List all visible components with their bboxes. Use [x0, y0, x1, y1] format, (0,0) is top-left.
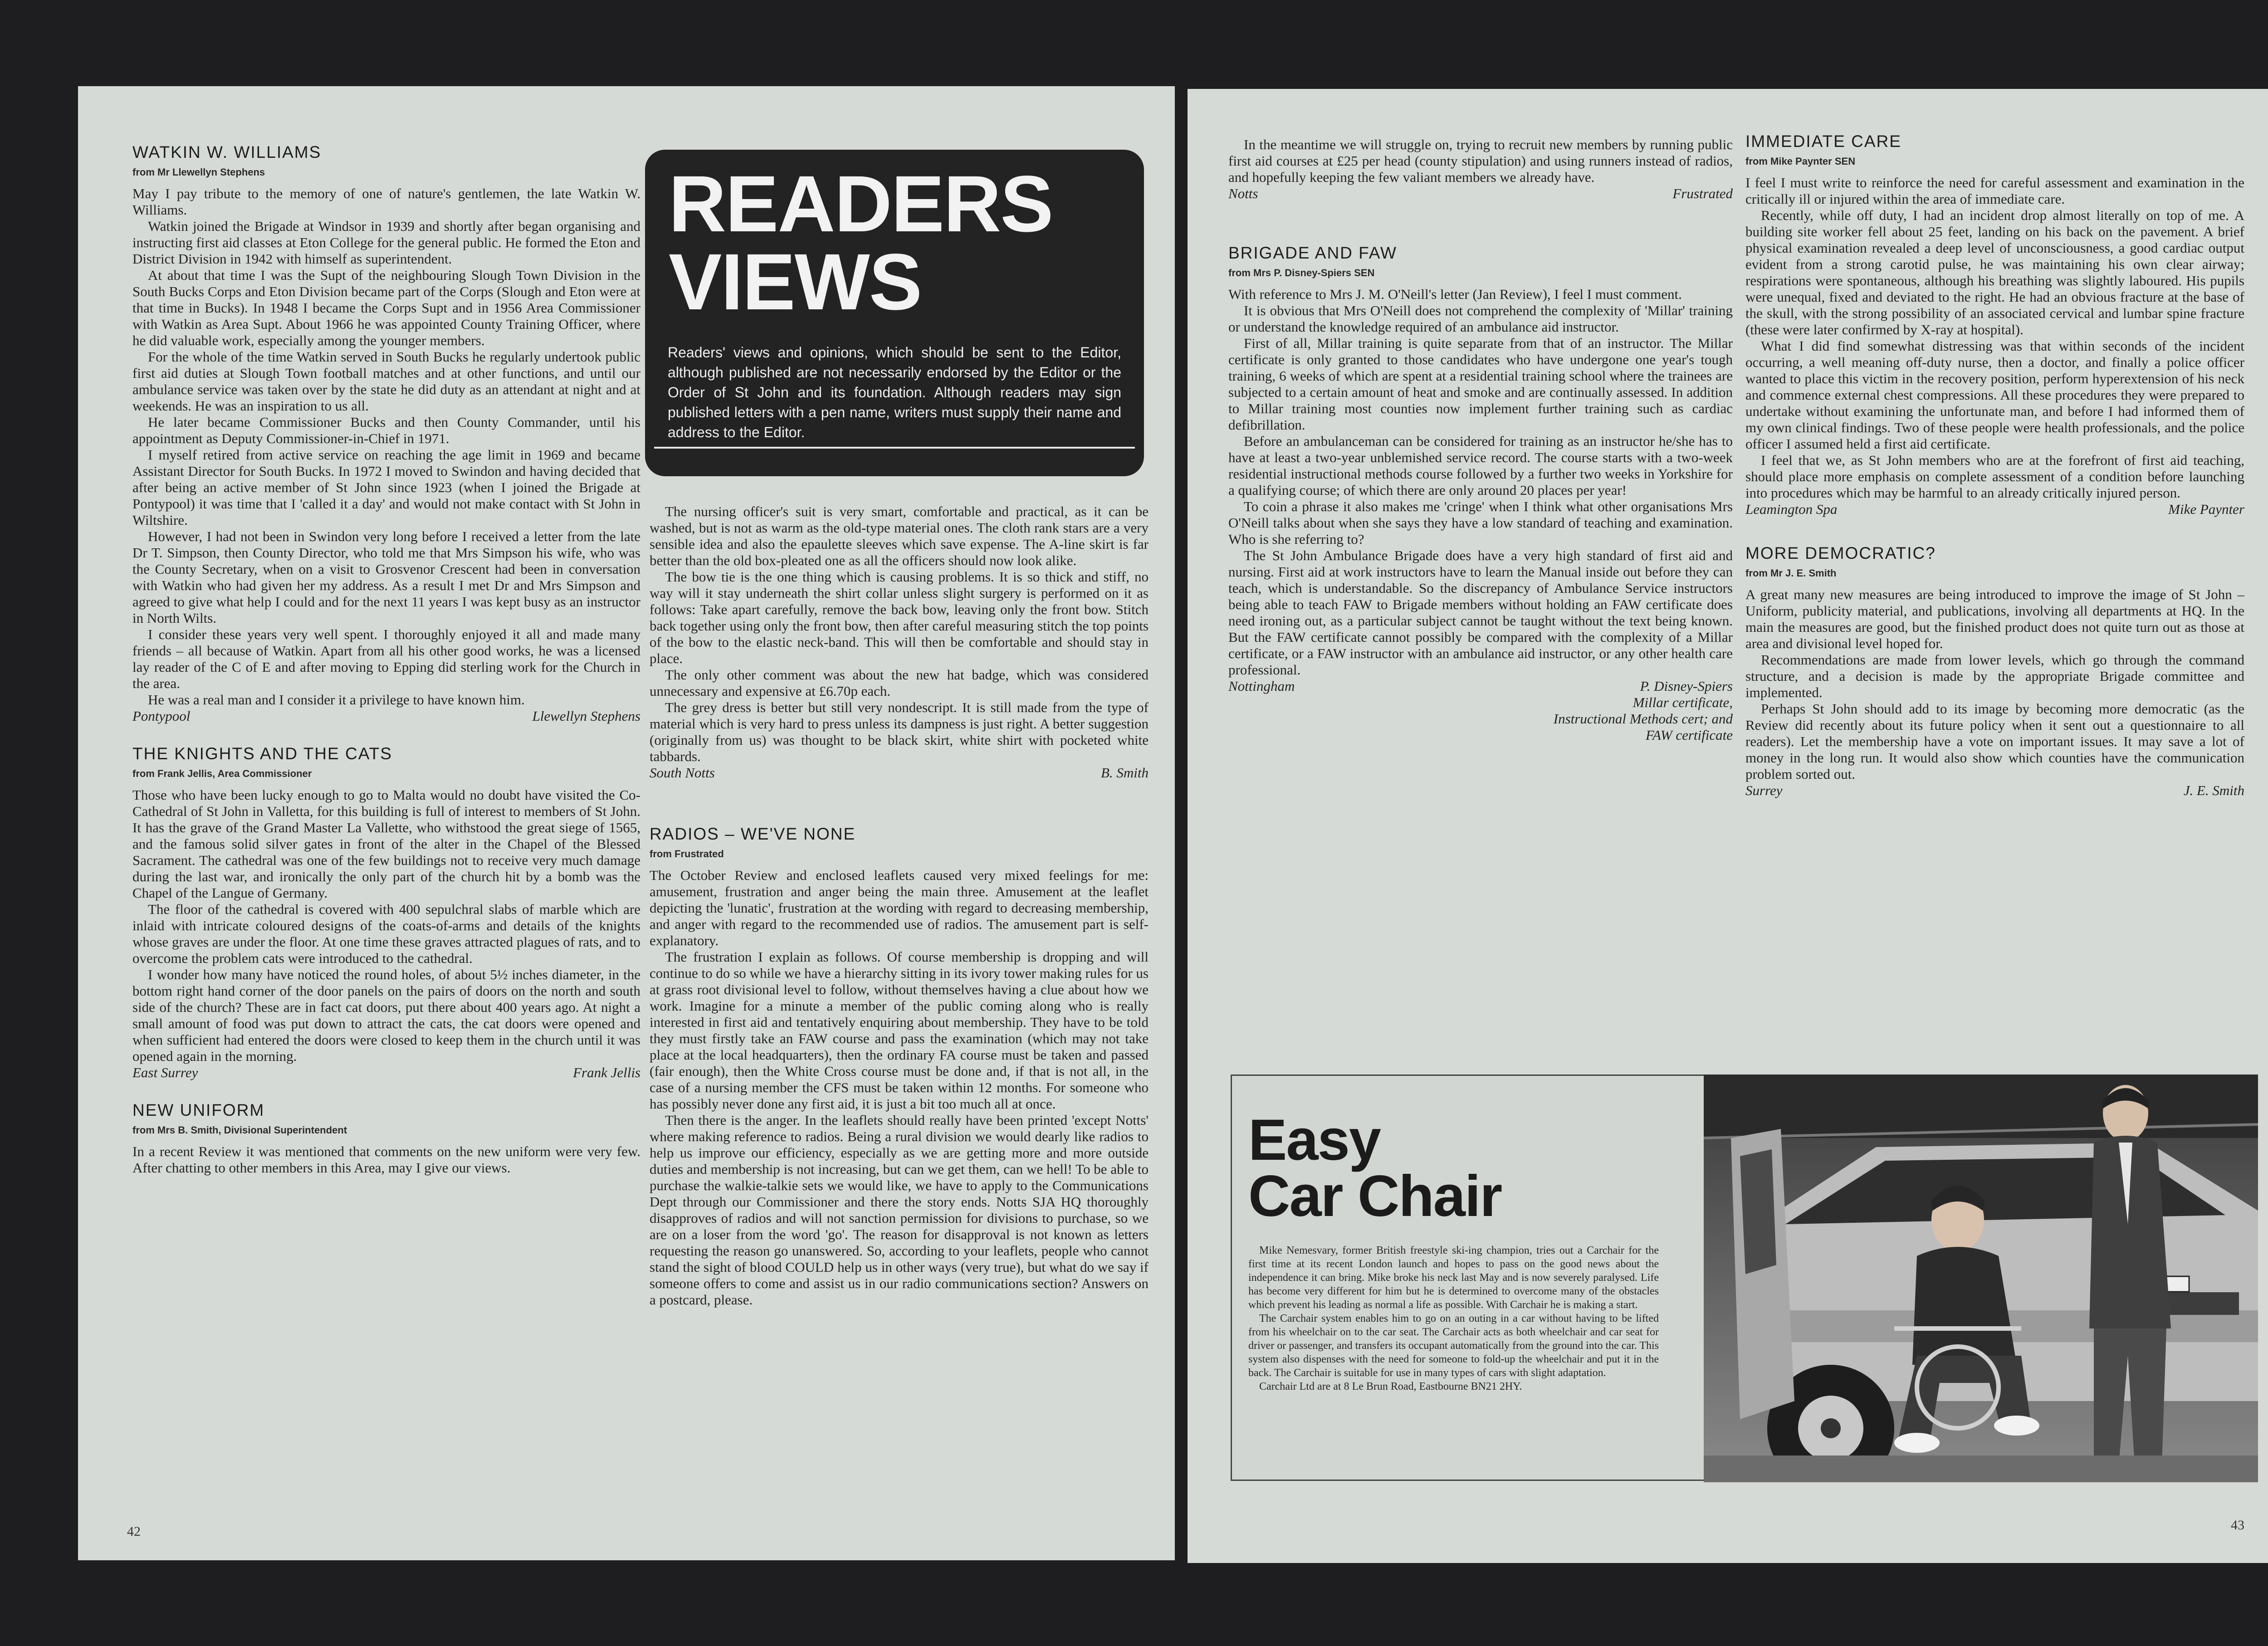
signature-qualification: FAW certificate	[1646, 727, 1733, 743]
letter-paragraph: In the meantime we will struggle on, trying to recruit new members by running public first aid courses at £25 per head (county stipulation) and using runners instead of radios, and hopefully keeping the few valiant members we already have.	[1228, 137, 1733, 185]
letter-byline: from Mr J. E. Smith	[1745, 567, 1837, 579]
banner-title-line: READERS	[669, 160, 1053, 249]
signature-name: Mike Paynter	[2168, 501, 2244, 517]
banner-text: Readers' views and opinions, which should be sent to the Editor, although published are not necessarily endorsed by the Editor or the Order of St John and its foundation. Although readers may sign published letters with a pen name, writers must supply their name and address to the Editor.	[668, 344, 1121, 440]
signature-name: B. Smith	[1100, 765, 1149, 781]
letter-paragraph: To coin a phrase it also makes me 'cringe' when I think what other organisations Mrs O'Neill talks about when she says they have a low standard of teaching and examination. Who is she referring to?	[1228, 498, 1733, 547]
letter-paragraph: At about that time I was the Supt of the neighbouring Slough Town Division in the South Bucks Corps and Eton Division became part of the Corps (Slough and Eton were at that time in Bucks). In 1948 I became the Corps Supt and in 1956 Area Commissioner with Watkin as Area Supt. About 1966 he was appointed County Training Officer, where he did valuable work, especially among the younger members.	[132, 267, 640, 348]
letter-byline: from Mr Llewellyn Stephens	[132, 166, 265, 178]
letter-paragraph: He was a real man and I consider it a privilege to have known him.	[148, 692, 525, 708]
feature-paragraph: The Carchair system enables him to go on an outing in a car without having to be lifted from his wheelchair on to the car seat. The Carchair acts as both wheelchair and car seat for driver or passenger, and transfers its occupant automatically from the ground into the car. This system also dispenses with the need for someone to fold-up the wheelchair and put it in the back. The Carchair is suitable for use in many types of cars with slight adaptation.	[1248, 1313, 1659, 1379]
letter-heading: NEW UNIFORM	[132, 1101, 265, 1119]
right-column-2	[1745, 132, 2244, 1064]
letter-paragraph: The floor of the cathedral is covered with 400 sepulchral slabs of marble which are inlaid with intricate coloured designs of the coats-of-arms and details of the knights whose graves are under the floor. At one time these graves attracted plagues of rats, and to overcome the problem cats were introduced to the cathedral.	[132, 901, 640, 966]
right-page	[1188, 89, 2268, 1563]
letter-paragraph: The nursing officer's suit is very smart, comfortable and practical, as it can be washed, but is not as warm as the old-type material ones. The cloth rank stars are a very sensible idea and also the epaulette sleeves which save expense. The A-line skirt is far better than the old box-pleated one as all the officers should now look alike.	[650, 503, 1149, 568]
signature-place: Surrey	[1745, 782, 1783, 798]
page-number: 42	[127, 1524, 141, 1539]
letter-signature	[1745, 782, 2244, 799]
letter-paragraph: What I did find somewhat distressing was that within seconds of the incident occurring, a well meaning off-duty nurse, then a doctor, and finally a police officer wanted to place this victim in the recovery position, perform hyperextension of his neck and commence external chest compressions. All these procedures they were prepared to undertake without examining the unfortunate man, and before I had informed them of my own clinical findings. Two of these people were health professionals, and the police officer I assumed held a first aid certificate.	[1745, 338, 2244, 452]
letter-paragraph: I wonder how many have noticed the round holes, of about 5½ inches diameter, in the bottom right hand corner of the door panels on the pairs of doors on the north and south side of the church? These are in fact cat doors, put there about 400 years ago. At night a small amount of food was put down to attract the cats, the cat doors were opened and when sufficient had entered the doors were closed to keep them in the church until it was opened again in the morning.	[132, 967, 640, 1064]
letter-paragraph: In a recent Review it was mentioned that comments on the new uniform were very few. After chatting to other members in this Area, may I give our views.	[132, 1143, 640, 1176]
letter-paragraph: Watkin joined the Brigade at Windsor in 1939 and shortly after began organising and instructing first aid classes at Eton College for the general public. He formed the Eton and District Division in 1942 with himself as superintendent.	[132, 218, 640, 267]
signature-place: Notts	[1228, 186, 1258, 201]
left-column-2	[650, 503, 1149, 1508]
letter-heading: THE KNIGHTS AND THE CATS	[132, 744, 392, 763]
letter-paragraph: I feel I must write to reinforce the need for careful assessment and examination in the critically ill or injured within the area of immediate care.	[1745, 175, 2244, 207]
letter-paragraph: However, I had not been in Swindon very long before I received a letter from the late Dr T. Simpson, then County Director, who told me that Mrs Simpson his wife, who was the County Secretary, when on a visit to Grosvenor Crescent had been in conversation with Watkin who had given her my address. As a result I met Dr and Mrs Simpson and agreed to give what help I could and for the next 11 years I was kept busy as an instructor in North Wilts.	[132, 528, 640, 626]
feature-text	[1248, 1244, 1659, 1393]
letter-paragraph: He later became Commissioner Bucks and then County Commander, until his appointment as Deputy Commissioner-in-Chief in 1971.	[132, 414, 640, 446]
letter-paragraph: Recently, while off duty, I had an incident drop almost literally on top of me. A building site worker fell about 25 feet, landing on his back on the pavement. A brief physical examination revealed a deep level of unconsciousness, a good cardiac output evident from a strong carotid pulse, he was maintaining his own clear airway; respirations were spontaneous, although his breathing was slightly laboured. His pupils were unequal, fixed and deviated to the right. He had an obvious fracture at the base of the skull, with the strong possibility of an associated cervical and lumbar spine fracture (these were later confirmed by X-ray at hospital).	[1745, 207, 2244, 337]
right-column-1	[1228, 137, 1733, 1064]
letter-paragraph: Before an ambulanceman can be considered for training as an instructor he/she has to have at least a two-year unblemished service record. The course starts with a two-week residential instructional methods course followed by a further two weeks in Yorkshire for a qualifying course; of which there are only around 20 places per year!	[1228, 433, 1733, 498]
letter-paragraph: The grey dress is better but still very nondescript. It is still made from the type of material which is very hard to press unless its dampness is just right. A better suggestion (originally from us) was thought to be black skirt, white shirt with pocketed white tabbards.	[650, 699, 1149, 764]
banner-title	[669, 160, 1053, 327]
letter-byline: from Mrs P. Disney-Spiers SEN	[1228, 267, 1375, 278]
letter-byline: from Mike Paynter SEN	[1745, 156, 1856, 167]
letter-paragraph: I consider these years very well spent. I thoroughly enjoyed it all and made many friends – all because of Watkin. Apart from all his other good works, he was a licensed lay reader of the C of E and after moving to Epping did sterling work for the Church in the area.	[132, 626, 640, 691]
letter-paragraph: First of all, Millar training is quite separate from that of an instructor. The Millar certificate is only granted to those candidates who have undergone one year's tough training, 6 weeks of which are spent at a residential training school where the trainees are subjected to a certain amount of heat and smoke and are continually assessed. In addition to Millar training most counties now implement further training such as cardiac defibrillation.	[1228, 335, 1733, 433]
letter-signature	[132, 708, 640, 724]
letter-paragraph: The only other comment was about the new hat badge, which was considered unnecessary and expensive at £6.70p each.	[650, 667, 1149, 699]
letter-paragraph: Those who have been lucky enough to go to Malta would no doubt have visited the Co-Cathedral of St John in Valletta, for this building is full of interest to members of St John. It has the grave of the Grand Master La Vallette, who withstood the great siege of 1565, and the famous solid silver gates in front of the alter in the Chapel of the Blessed Sacrament. The cathedral was one of the few buildings not to receive very much damage during the last war, and ironically the only part of the church hit by a bomb was the Chapel of the Langue of Germany.	[132, 787, 640, 901]
feature-title	[1248, 1108, 1502, 1229]
letter-paragraph: With reference to Mrs J. M. O'Neill's letter (Jan Review), I feel I must comment.	[1228, 286, 1682, 302]
letter-paragraph: I feel that we, as St John members who are at the forefront of first aid teaching, should place more emphasis on complete assessment of a condition before launching into procedures which may be harmful to an already critically injured person.	[1745, 452, 2244, 501]
letter-byline: from Frustrated	[650, 848, 724, 860]
car-chair-photo-illustration	[1704, 1075, 2258, 1482]
letter-signature	[1745, 501, 2244, 518]
letter-signature	[650, 765, 1149, 781]
letter-paragraph: Then there is the anger. In the leaflets should really have been printed 'except Notts' where making reference to radios. Being a rural division we would dearly like radios to help us improve our efficiency, especially as we are getting more and more outside duties and membership is not increasing, but can we get them, can we hell! To be able to purchase the walkie-talkie sets we would like, we have to apply to the Communications Dept through our Commissioner and there the story ends. Notts SJA HQ thoroughly disapproves of radios and will not sanction permission for divisions to purchase, so we are on a loser from the word 'go'. The reason for disapproval is not known as letters requesting the reason go unanswered. So, according to your leaflets, people who cannot stand the sight of blood COULD help us in other ways (very true), but what do we say if someone offers to come and assist us in our radio communications section? Answers on a postcard, please.	[650, 1112, 1149, 1308]
letter-paragraph: May I pay tribute to the memory of one of nature's gentlemen, the late Watkin W. Williams.	[132, 186, 640, 218]
letter-signature	[1228, 678, 1733, 694]
page-number: 43	[2231, 1518, 2244, 1533]
letter-paragraph: For the whole of the time Watkin served in South Bucks he regularly undertook public first aid duties at Slough Town football matches and at other functions, and until our ambulance service was taken over by the state he did duty as an attendant at night and at weekends. He was an inspiration to us all.	[132, 349, 640, 414]
left-page	[78, 86, 1175, 1560]
left-column-1	[132, 143, 640, 1508]
car-chair-photo	[1704, 1075, 2258, 1482]
signature-name: P. Disney-Spiers	[1640, 678, 1733, 694]
signature-place: South Notts	[650, 765, 715, 781]
letter-heading: IMMEDIATE CARE	[1745, 132, 1901, 151]
readers-views-banner	[645, 150, 1144, 476]
letter-paragraph: The October Review and enclosed leaflets caused very mixed feelings for me: amusement, frustration and anger being the main three. Amusement at the leaflet depicting the 'lunatic', frustration at the wording with regard to decreasing membership, and anger with regard to the recommended use of radios. The amusement part is self-explanatory.	[650, 867, 1149, 948]
signature-place: Nottingham	[1228, 678, 1295, 694]
car-chair-feature	[1231, 1075, 2255, 1481]
signature-name: Frustrated	[1672, 186, 1733, 201]
letter-heading: MORE DEMOCRATIC?	[1745, 544, 1936, 562]
letter-byline: from Mrs B. Smith, Divisional Superintendent	[132, 1124, 347, 1136]
signature-name: Frank Jellis	[573, 1065, 640, 1080]
letter-paragraph: Recommendations are made from lower levels, which go through the command structure, and a decision is made by the appropriate Brigade committee and implemented.	[1745, 652, 2244, 700]
letter-heading: RADIOS – WE'VE NONE	[650, 825, 856, 843]
letter-signature	[132, 1065, 640, 1081]
signature-place: Leamington Spa	[1745, 501, 1838, 517]
feature-paragraph: Mike Nemesvary, former British freestyle ski-ing champion, tries out a Carchair for the first time at its recent London launch and hopes to pass on the good news about the independence it can bring. Mike broke his neck last May and is now severely paralysed. Life has become very different for him but he is determined to overcome many of the obstacles which prevent his leading as normal a life as possible. With Carchair he is making a start.	[1248, 1245, 1659, 1311]
signature-place: East Surrey	[132, 1065, 198, 1080]
signature-qualification: Millar certificate,	[1633, 694, 1733, 710]
letter-byline: from Frank Jellis, Area Commissioner	[132, 768, 312, 779]
letter-paragraph: The St John Ambulance Brigade does have a very high standard of first aid and nursing. First aid at work instructors have to learn the Manual inside out before they can teach, which is understandable. So the discrepancy of Ambulance Service instructors being able to teach FAW to Brigade members without holding an FAW certificate does need ironing out, as a particular subject cannot be taught without the text being known. But the FAW certificate cannot possibly be compared with the complexity of a Millar certificate, or a FAW instructor with an ambulance aid instructor, or any other health care professional.	[1228, 547, 1733, 678]
banner-title-line: VIEWS	[669, 238, 922, 327]
letter-paragraph: Perhaps St John should add to its image by becoming more democratic (as the Review did recently about its future policy when it sent out a questionnaire to all readers). Let the membership have a vote on important issues. It may save a lot of money in the long run. It would also show which counties have the communication problem sorted out.	[1745, 701, 2244, 782]
letter-paragraph: It is obvious that Mrs O'Neill does not comprehend the complexity of 'Millar' training or understand the knowledge required of an ambulance aid instructor.	[1228, 303, 1733, 335]
feature-paragraph: Carchair Ltd are at 8 Le Brun Road, Eastbourne BN21 2HY.	[1259, 1381, 1522, 1392]
letter-signature	[1228, 186, 1733, 202]
feature-title-line: Car Chair	[1248, 1164, 1502, 1229]
signature-qualification: Instructional Methods cert; and	[1553, 711, 1733, 727]
letter-heading: WATKIN W. WILLIAMS	[132, 143, 322, 161]
signature-name: Llewellyn Stephens	[532, 708, 640, 724]
signature-name: J. E. Smith	[2183, 782, 2244, 798]
letter-heading: BRIGADE AND FAW	[1228, 244, 1397, 262]
signature-place: Pontypool	[132, 708, 191, 724]
letter-paragraph: A great many new measures are being introduced to improve the image of St John – Uniform, publicity material, and publications, involving all departments at HQ. In the main the measures are good, but the finished product does not quite turn out as those at area and divisional level hoped for.	[1745, 586, 2244, 651]
letter-paragraph: I myself retired from active service on reaching the age limit in 1969 and became Assistant Director for South Bucks. In 1972 I moved to Swindon and having decided that after being an active member of St John since 1923 (when I joined the Brigade at Pontypool) it was time that I 'called it a day' and would not make contact with St John in Wiltshire.	[132, 447, 640, 528]
feature-title-line: Easy	[1248, 1108, 1380, 1172]
letter-paragraph: The bow tie is the one thing which is causing problems. It is so thick and stiff, no way will it stay underneath the shirt collar unless slight surgery is performed on it as follows: Take apart carefully, remove the back bow, leaving only the front bow. Stitch back together using only the front bow, then after careful measuring stitch the top points of the bow to the elastic neck-band. This will then be comfortable and should stay in place.	[650, 569, 1149, 666]
banner-rule	[654, 447, 1135, 449]
letter-paragraph: The frustration I explain as follows. Of course membership is dropping and will continue to do so while we have a hierarchy sitting in its ivory tower making rules for us at grass root divisional level to follow, without themselves having a clue about how we work. Imagine for a minute a member of the public coming along who is really interested in first aid and tentatively enquiring about membership. They have to be told they must firstly take an FAW course and pass the examination (which may not take place at the local headquarters), then the ordinary FA course must be taken and passed (fair enough), then the White Cross course must be done and, if that is not all, in the case of a nursing member the CFS must be taken within 12 months. For someone who has possibly never done any first aid, it is just a bit too much all at once.	[650, 949, 1149, 1112]
